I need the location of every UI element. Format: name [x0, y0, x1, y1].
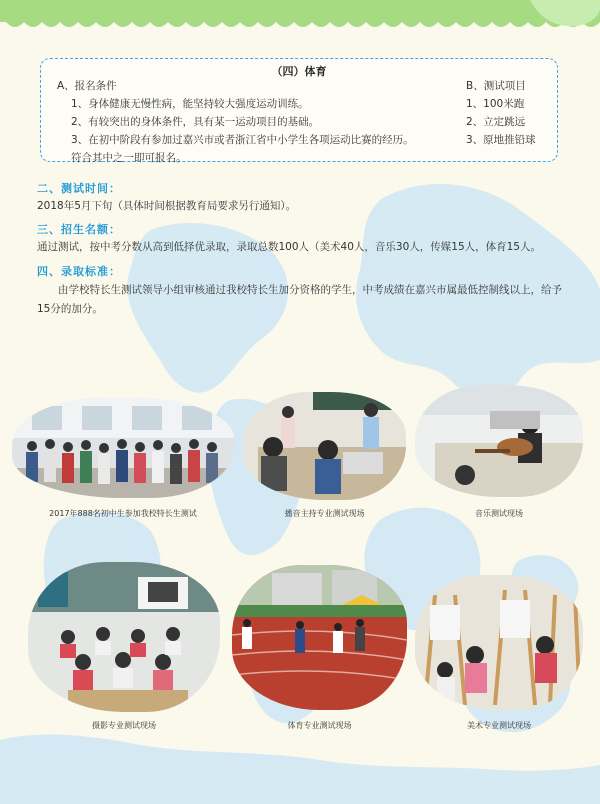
section-title-quota: 三、招生名额：	[37, 223, 121, 236]
photo-broadcast-test	[243, 392, 406, 500]
caption-crowd-queue: 2017年888名初中生参加我校特长生测试	[49, 509, 197, 518]
photo-sports-track	[232, 565, 407, 710]
condition-item: 3、在初中阶段有参加过嘉兴市或者浙江省中小学生各项运动比赛的经历。	[71, 134, 414, 146]
section-text-standard: 由学校特长生测试领导小组审核通过我校特长生加分资格的学生，中考成绩在嘉兴市属最低控制线以上，给予15分的加分。	[37, 284, 562, 315]
section-text-time: 2018年5月下旬（具体时间根据教育局要求另行通知）。	[37, 200, 297, 212]
box-title: （四）体育	[271, 65, 327, 78]
conditions-column	[57, 77, 414, 167]
caption-broadcast-test: 播音主持专业测试现场	[284, 509, 365, 518]
condition-item: 1、身体健康无慢性病，能坚持较大强度运动训练。	[71, 98, 309, 110]
section-text-quota: 通过测试，按中考分数从高到低择优录取，录取总数100人（美术40人，音乐30人，传媒15人，体育15人。	[37, 241, 541, 253]
caption-photo-classroom: 摄影专业测试现场	[92, 721, 156, 730]
photo-photo-classroom	[28, 562, 220, 712]
conditions-heading: A、报名条件	[57, 80, 117, 92]
caption-sports-track: 体育专业测试现场	[287, 721, 352, 730]
condition-note: 符合其中之一即可报名。	[71, 152, 187, 164]
section-title-standard: 四、录取标准：	[37, 265, 121, 278]
sports-requirements-box	[40, 58, 558, 162]
test-item: 2、立定跳远	[466, 116, 526, 128]
photo-crowd-queue	[12, 398, 234, 498]
condition-item: 2、有较突出的身体条件，具有某一运动项目的基础。	[71, 116, 320, 128]
test-item: 3、原地推铅球	[466, 134, 536, 146]
tests-column	[466, 77, 536, 149]
test-item: 1、100米跑	[466, 98, 525, 110]
caption-art-easels: 美术专业测试现场	[467, 721, 531, 730]
section-title-time: 二、测试时间：	[37, 182, 121, 195]
photo-art-easels	[415, 575, 583, 710]
photo-music-test	[415, 385, 583, 497]
caption-music-test: 音乐测试现场	[475, 509, 523, 518]
tests-heading: B、测试项目	[466, 80, 526, 92]
